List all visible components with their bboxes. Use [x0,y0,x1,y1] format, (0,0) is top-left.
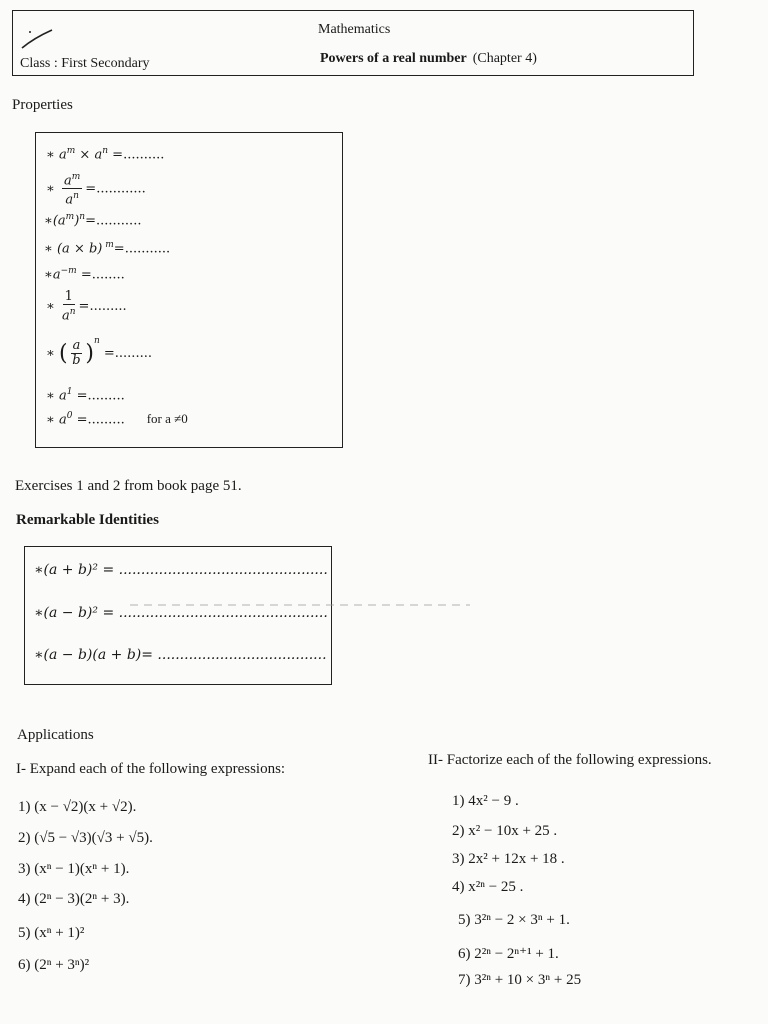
property-power-of-product: ∗ (a × b) $^m$=........... [44,240,171,257]
property-negative-exponent: $∗a^{-m}$ =........ [44,266,125,283]
expand-item-1: 1) (x − √2)(x + √2). [18,799,137,815]
expand-item-5: 5) (xⁿ + 1)² [18,925,85,941]
factorize-item-2: 2) x² − 10x + 25 . [452,823,558,839]
property-power-of-power: $∗(a^m)^n=$........... [44,212,142,229]
property-quotient: ∗ $\frac{a^m}{a^n}$ =............ [46,172,146,208]
factorize-item-4: 4) x²ⁿ − 25 . [452,879,524,895]
chapter-name: Powers of a real number [320,51,467,66]
factorize-title: II- Factorize each of the following expressions. [428,752,712,768]
subject-label: Mathematics [318,22,391,37]
factorize-item-7: 7) 3²ⁿ + 10 × 3ⁿ + 25 [458,972,582,988]
exercises-line: Exercises 1 and 2 from book page 51. [15,478,242,494]
factorize-item-3: 3) 2x² + 12x + 18 . [452,851,565,867]
expand-item-4: 4) (2ⁿ − 3)(2ⁿ + 3). [18,891,130,907]
factorize-item-6: 6) 2²ⁿ − 2ⁿ⁺¹ + 1. [458,946,559,962]
property-exponent-zero: ∗ $a^0$ =......... for a ≠0 [46,411,188,428]
identity-difference-of-squares: ∗(a − b)(a + b)= ...................................... [34,647,327,663]
pen-mark-icon [20,28,54,52]
property-zero-note: for a ≠0 [146,411,188,427]
expand-item-6: 6) (2ⁿ + 3ⁿ)² [18,957,90,973]
faint-dashed-line [130,600,470,610]
expand-title: I- Expand each of the following expressions: [16,761,286,777]
applications-heading: Applications [17,727,94,743]
chapter-number: (Chapter 4) [472,51,537,66]
identity-square-sum: ∗(a + b)² = ............................................... [34,562,328,578]
property-power-of-quotient: ∗ ( $\frac{a}{b}$ )$^n$ =......... [46,336,152,368]
class-label: Class : First Secondary [20,56,150,71]
property-exponent-one: ∗ $a^1$ =......... [46,387,125,404]
identities-heading: Remarkable Identities [16,512,159,528]
property-reciprocal: ∗ $\frac{1}{a^n}$ =......... [46,289,127,324]
factorize-item-5: 5) 3²ⁿ − 2 × 3ⁿ + 1. [458,912,570,928]
expand-item-3: 3) (xⁿ − 1)(xⁿ + 1). [18,861,130,877]
chapter-title [320,51,537,67]
property-product: ∗ $a^m \times a^n$ =.......... [46,146,165,163]
expand-item-2: 2) (√5 − √3)(√3 + √5). [18,830,153,846]
identity-square-difference: ∗(a − b)² = ............................................... [34,605,328,621]
properties-heading: Properties [12,97,73,113]
factorize-item-1: 1) 4x² − 9 . [452,793,519,809]
